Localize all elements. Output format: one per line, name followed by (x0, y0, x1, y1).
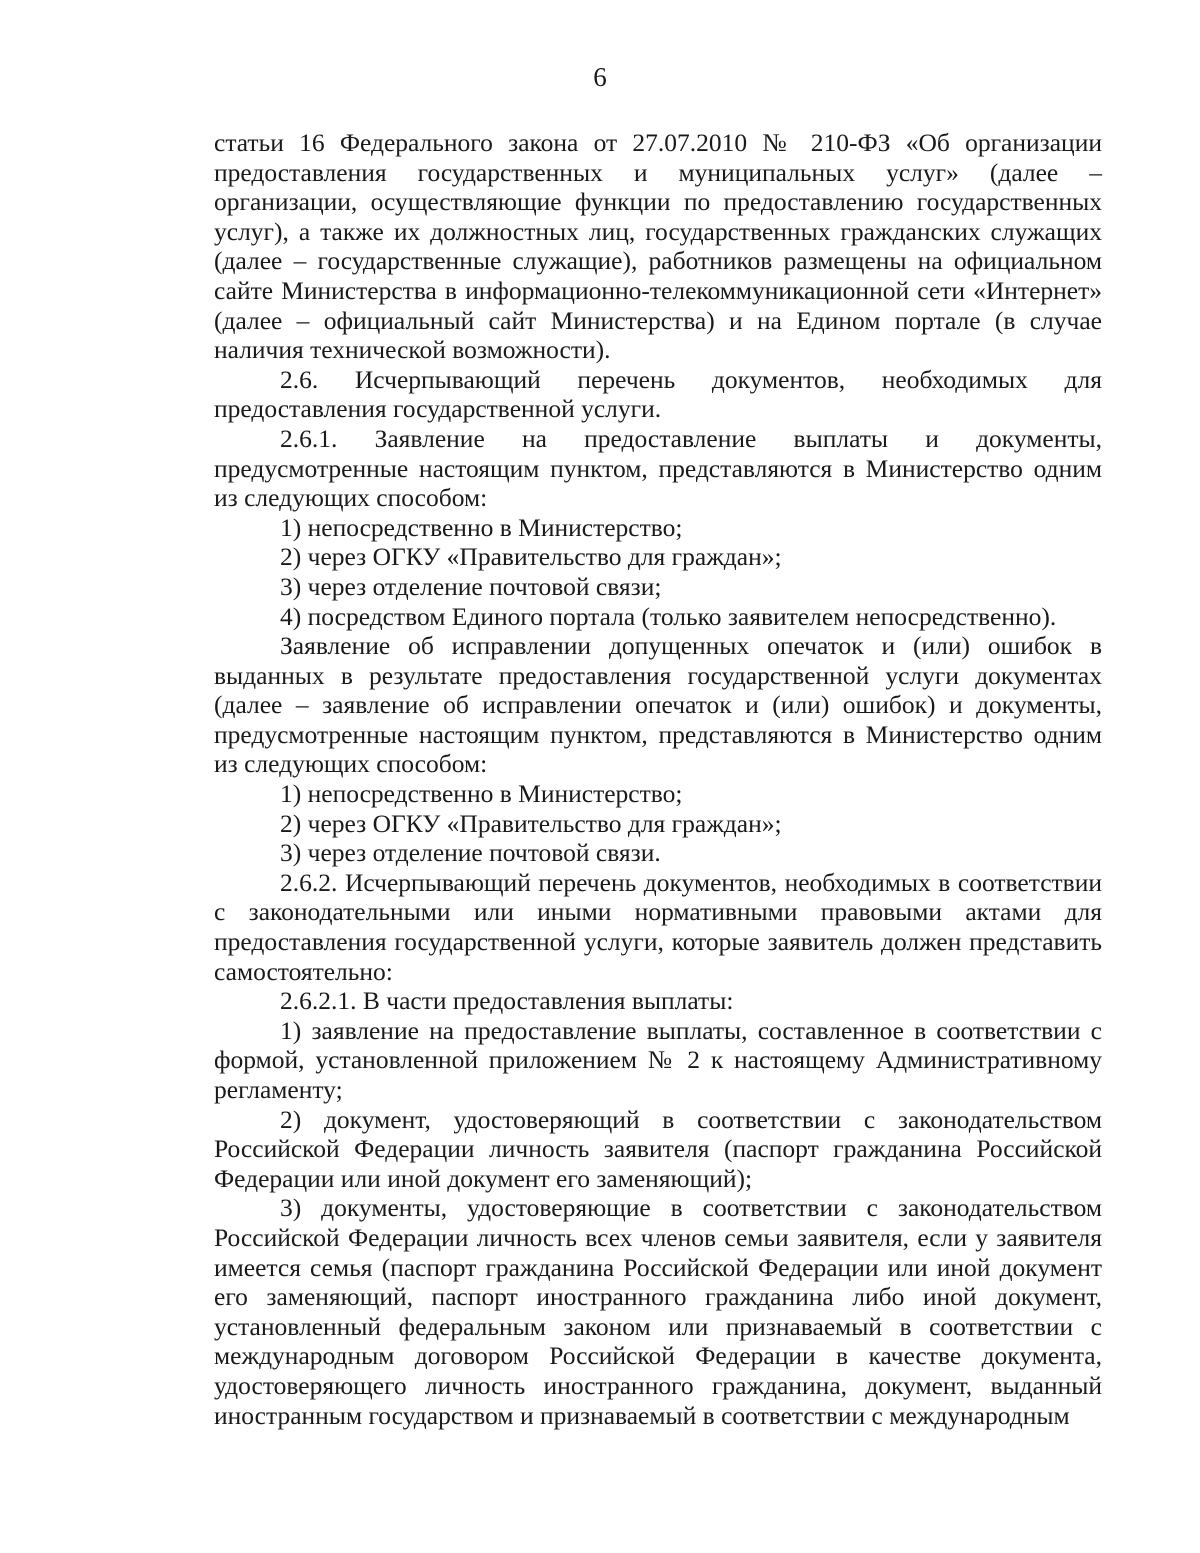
paragraph: 1) непосредственно в Министерство; (280, 779, 683, 809)
paragraph: 3) через отделение почтовой связи. (280, 838, 661, 868)
paragraph: 2) через ОГКУ «Правительство для граждан»; (280, 808, 782, 838)
paragraph: 3) документы, удостоверяющие в соответствии с законодательством Российской Федерации личность всех членов семьи заявителя, если у заявителя имеется семья (паспорт гражданина Российской Федерации или иной документ его заменяющий, паспорт иностранного гражданина либо иной документ, установленный федеральным законом или признаваемый в соответствии с международным договором Российской Федерации в качестве документа, удостоверяющего личность иностранного гражданина, документ, выданный иностранным государством и признаваемый в соответствии с международным (214, 1193, 1102, 1430)
paragraph: 4) посредством Единого портала (только заявителем непосредственно). (280, 601, 1057, 631)
paragraph: 2.6. Исчерпывающий перечень документов, необходимых для предоставления государственной услуги. (214, 364, 1102, 424)
paragraph: 2) документ, удостоверяющий в соответствии с законодательством Российской Федерации личность заявителя (паспорт гражданина Российской Федерации или иной документ его заменяющий); (214, 1104, 1102, 1193)
paragraph: 2) через ОГКУ «Правительство для граждан»; (280, 542, 782, 572)
page-number: 6 (593, 62, 607, 92)
paragraph: статьи 16 Федерального закона от 27.07.2010 № 210-ФЗ «Об организации предоставления государственных и муниципальных услуг» (далее – организации, осуществляющие функции по предоставлению государственных услуг), а также их должностных лиц, государственных гражданских служащих (далее – государственные служащие), работников размещены на официальном сайте Министерства в информационно-телекоммуникационной сети «Интернет» (далее – официальный сайт Министерства) и на Едином портале (в случае наличия технической возможности). (214, 128, 1102, 365)
paragraph: 3) через отделение почтовой связи; (280, 571, 662, 601)
document-body (214, 128, 1102, 1430)
paragraph: 2.6.2. Исчерпывающий перечень документов, необходимых в соответствии с законодательными или иными нормативными правовыми актами для предоставления государственной услуги, которые заявитель должен представить самостоятельно: (214, 867, 1102, 986)
paragraph: 1) заявление на предоставление выплаты, составленное в соответствии с формой, установленной приложением № 2 к настоящему Административному регламенту; (214, 1015, 1102, 1104)
paragraph: 1) непосредственно в Министерство; (280, 512, 683, 542)
paragraph: 2.6.1. Заявление на предоставление выплаты и документы, предусмотренные настоящим пунктом, представляются в Министерство одним из следующих способом: (214, 423, 1102, 513)
paragraph: Заявление об исправлении допущенных опечаток и (или) ошибок в выданных в результате предоставления государственной услуги документах (далее – заявление об исправлении опечаток и (или) ошибок) и документы, предусмотренные настоящим пунктом, представляются в Министерство одним из следующих способом: (214, 631, 1102, 779)
paragraph: 2.6.2.1. В части предоставления выплаты: (280, 986, 734, 1016)
